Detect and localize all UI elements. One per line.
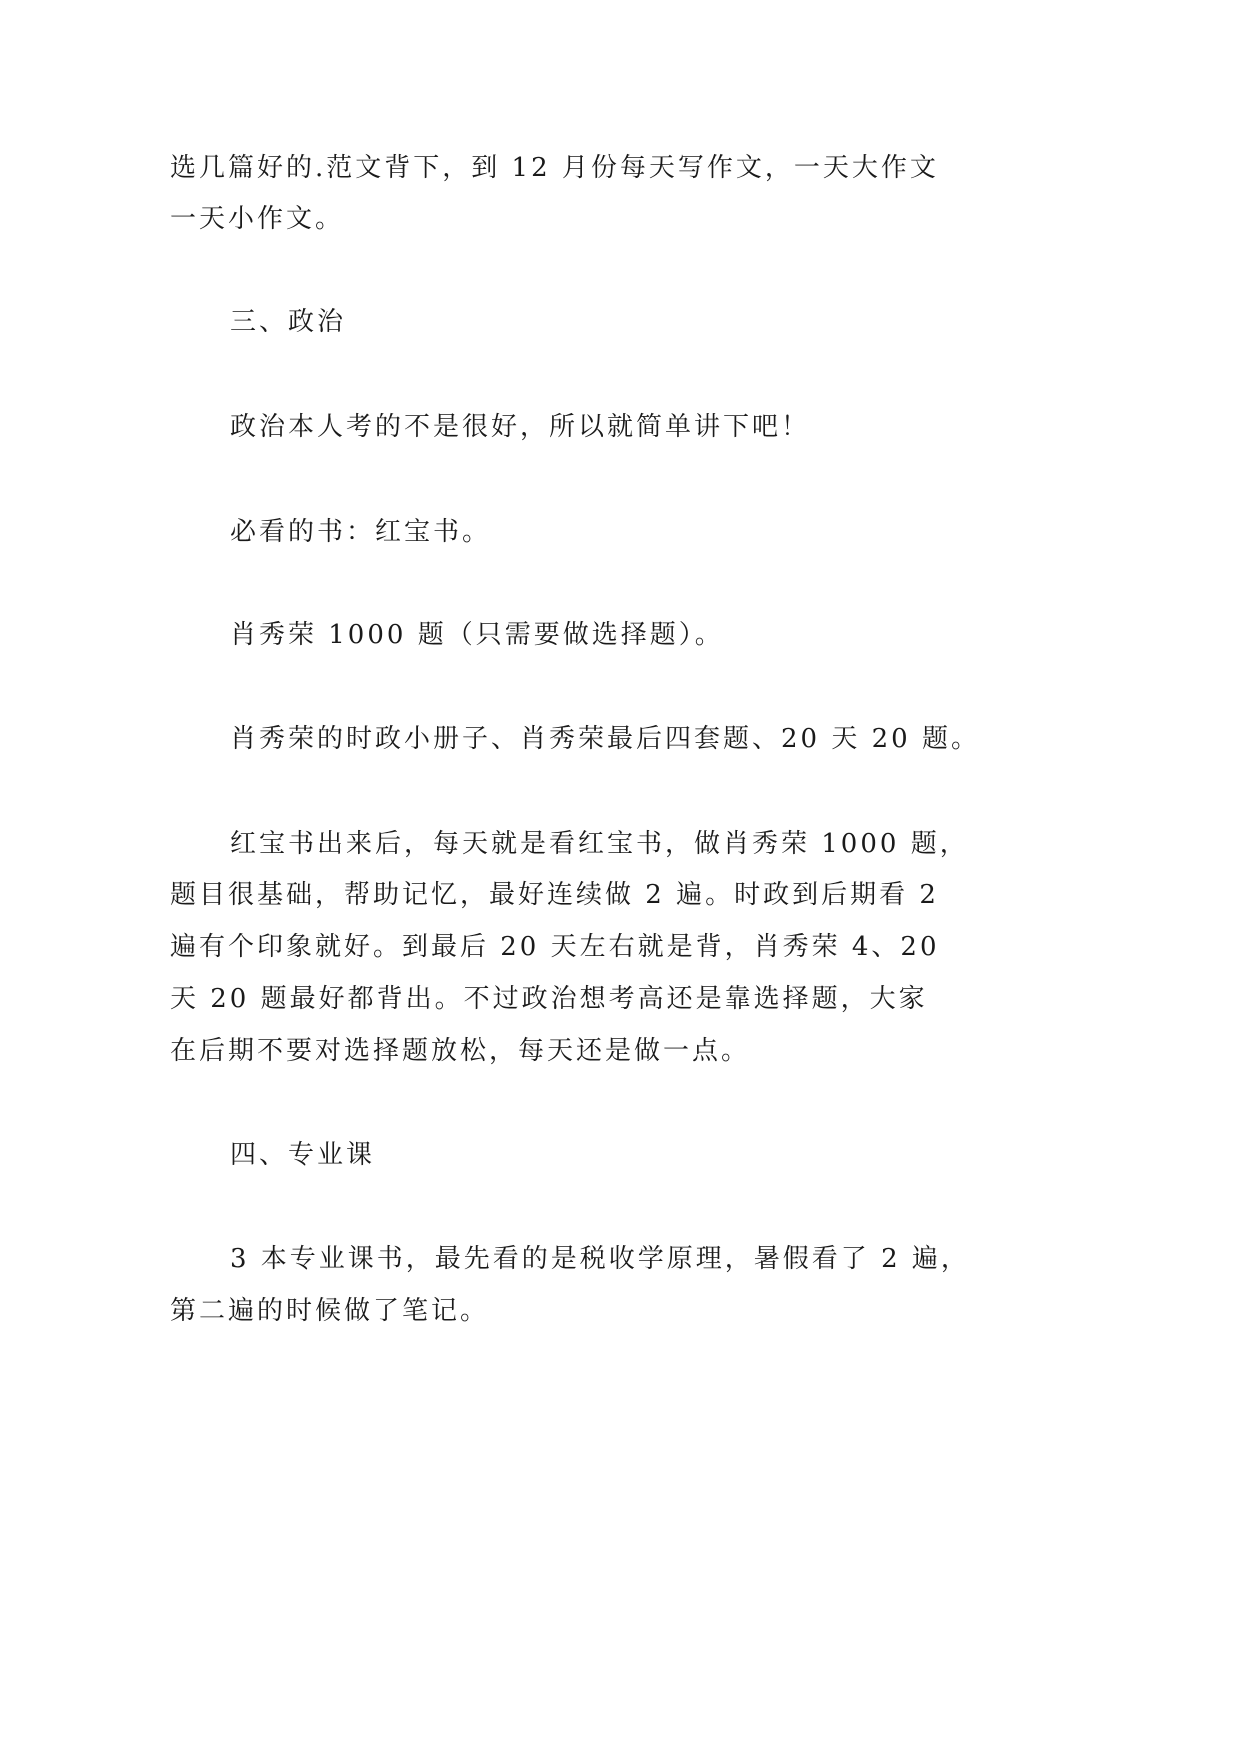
paragraph-line: 在后期不要对选择题放松，每天还是做一点。 bbox=[170, 1036, 751, 1066]
section-heading: 三、政治 bbox=[230, 307, 347, 337]
paragraph-line: 一天小作文。 bbox=[170, 204, 345, 234]
paragraph-line: 3 本专业课书，最先看的是税收学原理，暑假看了 2 遍， bbox=[230, 1244, 970, 1274]
paragraph-line: 题目很基础，帮助记忆，最好连续做 2 遍。时政到后期看 2 bbox=[170, 880, 939, 910]
paragraph-line: 必看的书：红宝书。 bbox=[230, 517, 492, 547]
paragraph-line: 政治本人考的不是很好，所以就简单讲下吧！ bbox=[230, 412, 811, 442]
paragraph-line: 肖秀荣的时政小册子、肖秀荣最后四套题、20 天 20 题。 bbox=[230, 724, 980, 754]
paragraph-line: 天 20 题最好都背出。不过政治想考高还是靠选择题，大家 bbox=[170, 984, 928, 1014]
paragraph-line: 红宝书出来后，每天就是看红宝书，做肖秀荣 1000 题， bbox=[230, 829, 969, 859]
paragraph-line: 遍有个印象就好。到最后 20 天左右就是背，肖秀荣 4、20 bbox=[170, 932, 940, 962]
paragraph-line: 选几篇好的.范文背下，到 12 月份每天写作文，一天大作文 bbox=[170, 153, 939, 183]
section-heading: 四、专业课 bbox=[230, 1140, 376, 1170]
paragraph-line: 第二遍的时候做了笔记。 bbox=[170, 1296, 490, 1326]
paragraph-line: 肖秀荣 1000 题（只需要做选择题）。 bbox=[230, 620, 724, 650]
